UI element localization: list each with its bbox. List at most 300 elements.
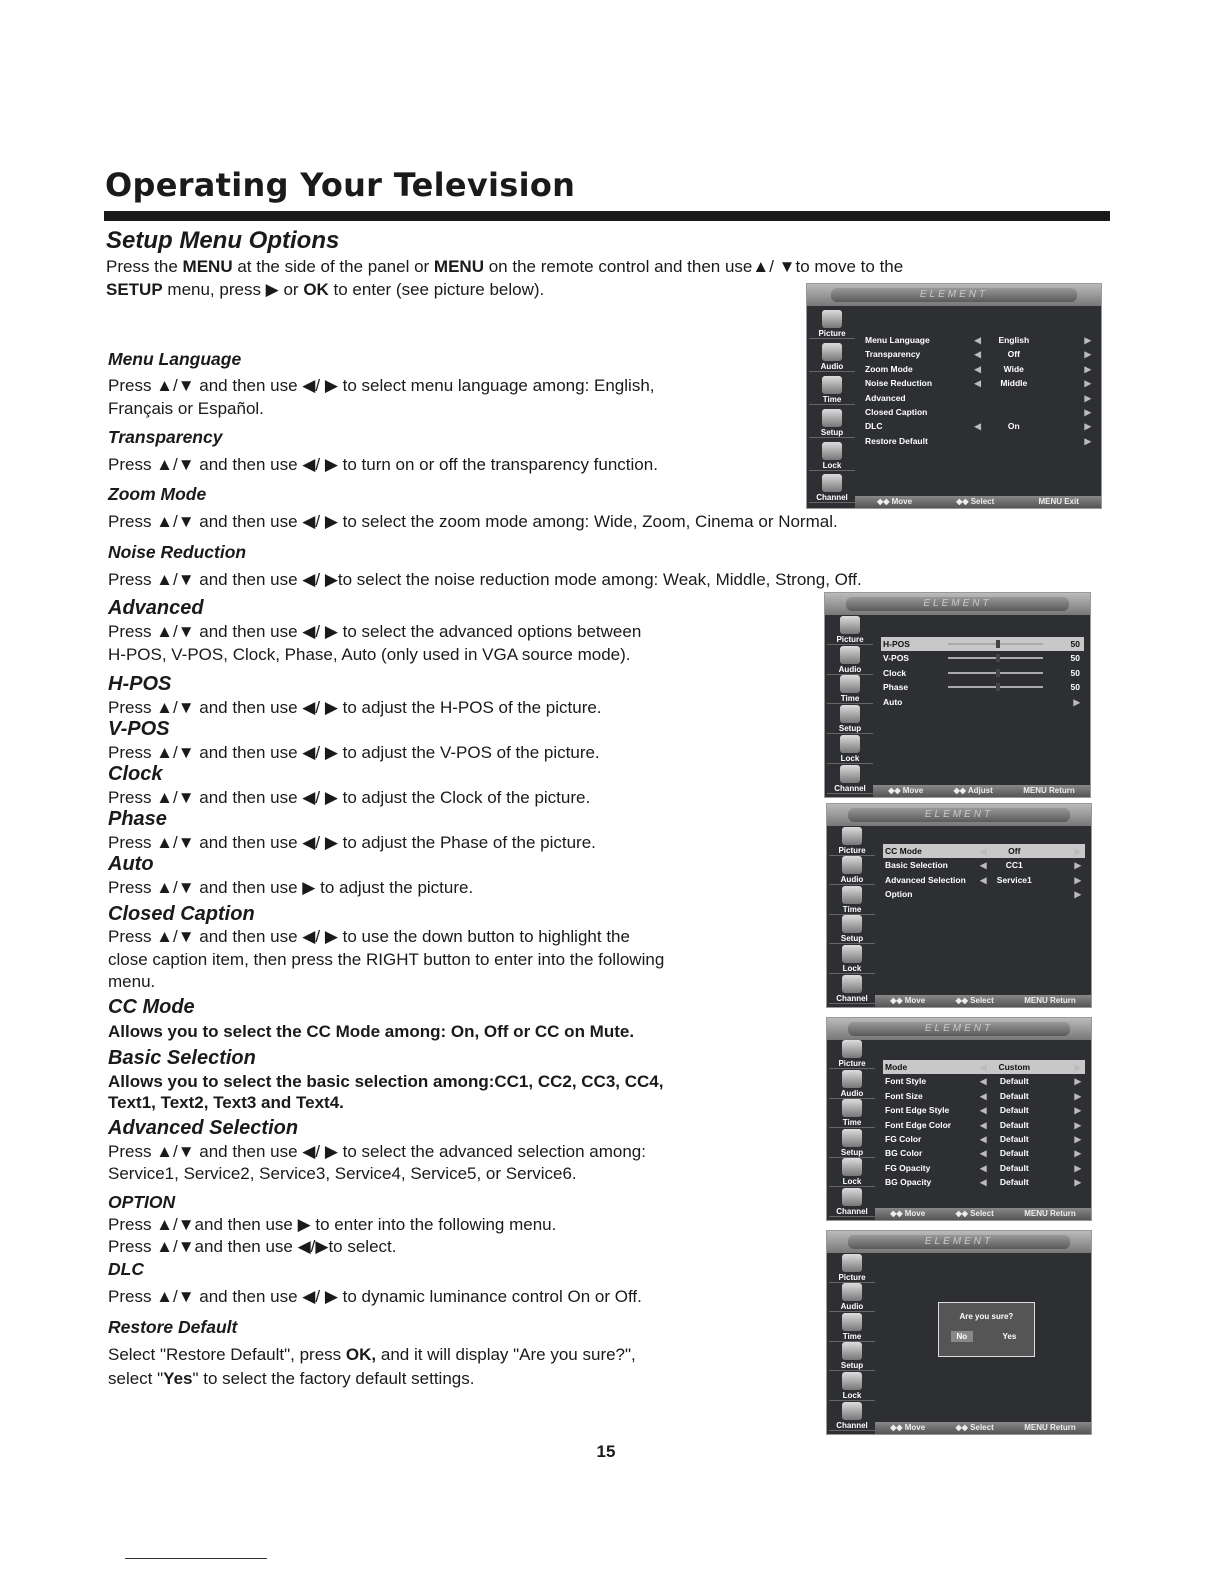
picture-icon [842, 1254, 862, 1272]
sidebar-label: Lock [842, 1177, 862, 1187]
text-segment: on the remote control and then use▲/ ▼to move to the [483, 256, 904, 276]
sidebar-item-channel[interactable] [829, 974, 875, 1004]
element-logo: ELEMENT [848, 1235, 1070, 1249]
text-segment: Phase [108, 808, 167, 830]
paragraph-line [108, 1072, 663, 1092]
slider-knob[interactable] [996, 683, 1000, 691]
sidebar-item-time[interactable] [827, 675, 873, 705]
text-segment: Allows you to select the CC Mode among: On, Off or CC on Mute. [108, 1021, 635, 1041]
sidebar-label: Audio [840, 875, 864, 885]
text-segment: Press ▲/▼ and then use ◀/ ▶ to dynamic luminance control On or Off. [108, 1286, 642, 1306]
menu-rows [863, 333, 1095, 448]
text-segment: Advanced Selection [108, 1117, 299, 1139]
right-arrow-icon: ▶ [1074, 1076, 1081, 1087]
text-segment: Yes [163, 1368, 193, 1388]
audio-icon [840, 646, 860, 664]
menu-row-label: Zoom Mode [865, 363, 913, 374]
menu-row-value: Default [999, 1105, 1029, 1116]
paragraph-line [108, 1287, 642, 1307]
text-segment: Service1, Service2, Service3, Service4, Service5, or Service6. [108, 1163, 577, 1183]
sidebar-label: Picture [818, 328, 846, 338]
menu-row-value: Wide [1003, 363, 1024, 374]
right-arrow-icon: ▶ [1074, 889, 1081, 900]
text-segment: Press ▲/▼ and then use ▶ to adjust the picture. [108, 877, 474, 897]
channel-icon [842, 975, 862, 993]
menu-row-label: BG Opacity [885, 1177, 932, 1188]
sidebar-label: Channel [836, 1206, 868, 1216]
footer-hint: ◆◆ Select [955, 1423, 994, 1432]
menu-row-label: Advanced [865, 392, 906, 403]
menu-row-value: Default [999, 1162, 1029, 1173]
left-arrow-icon: ◀ [979, 874, 987, 885]
text-segment: V-POS [108, 718, 170, 740]
sidebar-item-channel[interactable] [829, 1187, 875, 1216]
slider-track[interactable] [948, 643, 1043, 645]
menu-row[interactable] [883, 1132, 1085, 1146]
menu-row-value: Default [999, 1076, 1029, 1087]
text-segment: Restore Default [108, 1316, 238, 1337]
menu-rows [883, 1060, 1085, 1190]
slider-value: 50 [1070, 682, 1080, 693]
paragraph-line [108, 833, 596, 853]
element-logo: ELEMENT [848, 1022, 1070, 1036]
text-segment: Press ▲/▼and then use ◀/▶to select. [108, 1236, 397, 1256]
element-logo: ELEMENT [848, 808, 1070, 822]
sidebar-item-setup[interactable] [809, 405, 855, 438]
menu-row[interactable] [881, 666, 1084, 680]
tv-osd-menu [806, 283, 1102, 509]
sidebar-label: Audio [838, 664, 862, 674]
text-segment: Noise Reduction [108, 541, 247, 562]
text-segment: OK [303, 279, 329, 299]
sidebar-label: Picture [838, 1059, 866, 1069]
paragraph-line [106, 257, 903, 277]
menu-row[interactable] [883, 887, 1085, 901]
menu-row-label: Basic Selection [885, 860, 948, 871]
setup-icon [822, 409, 842, 427]
right-arrow-icon: ▶ [1084, 363, 1091, 374]
picture-icon [822, 310, 842, 328]
right-arrow-icon: ▶ [1074, 1119, 1081, 1130]
text-segment: Setup Menu Options [106, 227, 340, 255]
no-button[interactable]: No [951, 1331, 974, 1342]
menu-rows [883, 844, 1085, 902]
text-segment: Press ▲/▼ and then use ◀/ ▶ to select the advanced selection among: [108, 1141, 646, 1161]
paragraph-line [108, 645, 631, 665]
sidebar-item-lock[interactable] [829, 1371, 875, 1401]
element-logo: ELEMENT [831, 288, 1078, 302]
left-arrow-icon: ◀ [979, 1148, 987, 1159]
footer-hint: ◆◆ Select [955, 1209, 994, 1218]
text-segment: menu. [108, 971, 156, 991]
right-arrow-icon: ▶ [1074, 846, 1081, 856]
sidebar-label: Audio [840, 1302, 864, 1312]
slider-track[interactable] [948, 686, 1043, 688]
menu-row-label: Transparency [865, 349, 921, 360]
paragraph-line [108, 399, 264, 419]
text-segment: at the side of the panel or [232, 256, 434, 276]
lock-icon [842, 1158, 862, 1176]
right-arrow-icon: ▶ [1084, 435, 1091, 446]
section-heading [108, 1317, 237, 1338]
text-segment: " to select the factory default settings. [192, 1368, 475, 1388]
sidebar-label: Setup [840, 934, 864, 944]
menu-row-value: Default [999, 1090, 1029, 1101]
paragraph-line [108, 788, 590, 808]
menu-row[interactable] [863, 405, 1095, 419]
paragraph-line [108, 1369, 474, 1389]
sidebar-item-lock[interactable] [827, 734, 873, 764]
sidebar-item-time[interactable] [829, 885, 875, 915]
menu-row-value: Service1 [996, 874, 1032, 885]
menu-row-label: FG Color [885, 1133, 922, 1144]
menu-row[interactable] [881, 651, 1084, 665]
footer-hint: ◆◆ Adjust [953, 786, 993, 795]
confirm-dialog [938, 1302, 1035, 1357]
section-heading [108, 763, 162, 786]
lock-icon [822, 442, 842, 460]
sidebar-item-time[interactable] [829, 1312, 875, 1342]
lock-icon [842, 1372, 862, 1390]
element-logo: ELEMENT [846, 597, 1069, 611]
time-icon [842, 886, 862, 904]
paragraph-line [108, 698, 602, 718]
text-segment: Press the [106, 256, 183, 276]
menu-row[interactable] [863, 434, 1095, 448]
menu-footer [875, 995, 1091, 1007]
paragraph-line [108, 1215, 556, 1235]
menu-header [827, 1018, 1091, 1040]
section-heading [108, 673, 171, 696]
text-segment: Press ▲/▼ and then use ◀/ ▶ to use the down button to highlight the [108, 926, 630, 946]
right-arrow-icon: ▶ [1074, 860, 1081, 871]
left-arrow-icon: ◀ [974, 363, 981, 374]
text-segment: Press ▲/▼ and then use ◀/ ▶ to turn on or off the transparency function. [108, 454, 658, 474]
menu-row[interactable] [883, 1074, 1085, 1088]
slider-value: 50 [1070, 667, 1080, 678]
menu-row-label: CC Mode [885, 846, 922, 856]
picture-icon [842, 1040, 862, 1058]
sidebar-label: Time [822, 394, 842, 404]
menu-row-label: Font Size [885, 1090, 923, 1101]
footer-hint: MENU Return [1024, 1209, 1076, 1218]
text-segment: OPTION [108, 1191, 176, 1212]
text-segment: Clock [108, 763, 163, 785]
sidebar-item-lock[interactable] [829, 944, 875, 974]
picture-icon [842, 827, 862, 845]
sidebar-label: Setup [838, 724, 862, 733]
text-segment: Press ▲/▼ and then use ◀/ ▶ to select the advanced options between [108, 621, 642, 641]
menu-header [807, 284, 1101, 306]
text-segment: DLC [108, 1258, 144, 1279]
channel-icon [840, 765, 860, 783]
left-arrow-icon: ◀ [979, 846, 987, 856]
footer-hint: ◆◆ Move [877, 497, 913, 506]
menu-row-value: Default [999, 1133, 1029, 1144]
menu-row[interactable] [883, 1089, 1085, 1103]
menu-row[interactable] [863, 391, 1095, 405]
paragraph-line [108, 622, 641, 642]
sidebar-item-audio[interactable] [827, 645, 873, 675]
menu-row[interactable] [883, 1118, 1085, 1132]
paragraph-line [108, 1022, 634, 1042]
sidebar-item-time[interactable] [809, 372, 855, 405]
menu-row[interactable] [863, 419, 1095, 433]
menu-row-value: Middle [1000, 378, 1028, 389]
text-segment: Press ▲/▼and then use ▶ to enter into the following menu. [108, 1214, 557, 1234]
setup-icon [842, 1342, 862, 1360]
slider-track[interactable] [948, 657, 1043, 659]
menu-row-label: Option [885, 889, 913, 900]
menu-row[interactable] [863, 376, 1095, 390]
text-segment: Select "Restore Default", press [108, 1344, 346, 1364]
right-arrow-icon: ▶ [1084, 406, 1091, 417]
sidebar-item-time[interactable] [829, 1099, 875, 1128]
sidebar-label: Picture [836, 634, 864, 644]
menu-row[interactable] [883, 1103, 1085, 1117]
sidebar-label: Lock [840, 753, 860, 763]
text-segment: Auto [108, 853, 154, 875]
paragraph-line [108, 1093, 344, 1113]
menu-row-label: Font Edge Color [885, 1119, 952, 1130]
text-segment: select " [108, 1368, 164, 1388]
text-segment: Press ▲/▼ and then use ◀/ ▶ to adjust the Clock of the picture. [108, 787, 591, 807]
menu-row-label: Phase [883, 682, 909, 693]
yes-button[interactable]: Yes [1002, 1332, 1017, 1342]
time-icon [842, 1313, 862, 1331]
menu-footer [875, 1422, 1091, 1434]
text-segment: Press ▲/▼ and then use ◀/ ▶ to adjust the H-POS of the picture. [108, 697, 602, 717]
text-segment: MENU [433, 256, 484, 276]
slider-knob[interactable] [996, 640, 1000, 648]
channel-icon [842, 1402, 862, 1420]
paragraph-line [108, 376, 655, 396]
text-segment: Menu Language [108, 348, 242, 369]
tv-osd-menu [826, 803, 1092, 1008]
text-segment: CC Mode [108, 996, 195, 1018]
text-segment: OK, [345, 1344, 377, 1364]
section-heading [108, 484, 206, 505]
menu-row-value: English [998, 335, 1030, 345]
sidebar-item-lock[interactable] [809, 438, 855, 471]
sidebar-item-audio[interactable] [829, 1069, 875, 1098]
sidebar-item-channel[interactable] [827, 764, 873, 794]
paragraph-line [108, 878, 473, 898]
menu-row-value: Off [1007, 349, 1020, 360]
right-arrow-icon: ▶ [1073, 696, 1080, 707]
sidebar-item-audio[interactable] [829, 856, 875, 886]
menu-row[interactable] [863, 347, 1095, 361]
menu-sidebar [809, 306, 855, 508]
menu-row[interactable] [883, 858, 1085, 872]
sidebar-label: Time [842, 1118, 862, 1128]
sidebar-item-picture[interactable] [809, 306, 855, 339]
section-heading [108, 349, 241, 370]
sidebar-label: Audio [840, 1088, 864, 1098]
sidebar-item-setup[interactable] [827, 704, 873, 734]
slider-track[interactable] [948, 672, 1043, 674]
page-title: Operating Your Television [105, 166, 576, 204]
text-segment: MENU [182, 256, 233, 276]
paragraph-line [108, 1237, 397, 1257]
right-arrow-icon: ▶ [1084, 335, 1091, 345]
time-icon [840, 675, 860, 693]
sidebar-label: Audio [820, 361, 844, 371]
footer-hint: MENU Return [1024, 1423, 1076, 1432]
slider-knob[interactable] [996, 669, 1000, 677]
sidebar-item-audio[interactable] [809, 339, 855, 372]
menu-row-label: Menu Language [865, 335, 930, 345]
left-arrow-icon: ◀ [979, 1162, 987, 1173]
sidebar-label: Lock [822, 460, 842, 470]
menu-row[interactable] [863, 333, 1095, 347]
section-heading [108, 1117, 298, 1140]
menu-row[interactable] [881, 695, 1084, 709]
section-heading [108, 597, 204, 620]
audio-icon [842, 1070, 862, 1088]
left-arrow-icon: ◀ [979, 1177, 987, 1188]
menu-row-value: CC1 [1005, 860, 1023, 871]
text-segment: and it will display "Are you sure?", [376, 1344, 636, 1364]
right-arrow-icon: ▶ [1074, 1133, 1081, 1144]
menu-header [827, 804, 1091, 826]
section-heading [108, 542, 246, 563]
tv-osd-menu [826, 1230, 1092, 1435]
menu-header [825, 593, 1090, 615]
text-segment: Basic Selection [108, 1047, 256, 1069]
text-segment: close caption item, then press the RIGHT button to enter into the following [108, 949, 665, 969]
sidebar-item-setup[interactable] [829, 1342, 875, 1372]
setup-icon [842, 915, 862, 933]
sidebar-item-channel[interactable] [829, 1401, 875, 1431]
channel-icon [842, 1188, 862, 1206]
paragraph-line [108, 743, 600, 763]
audio-icon [822, 343, 842, 361]
left-arrow-icon: ◀ [974, 335, 981, 345]
menu-footer [873, 785, 1090, 797]
menu-footer [855, 496, 1101, 508]
text-segment: Closed Caption [108, 903, 255, 925]
sidebar-item-picture[interactable] [827, 615, 873, 645]
sidebar-label: Channel [836, 1420, 868, 1430]
sidebar-label: Time [840, 694, 860, 704]
section-heading [108, 1047, 256, 1070]
slider-knob[interactable] [996, 654, 1000, 662]
tv-osd-menu [824, 592, 1091, 798]
menu-row[interactable] [883, 1161, 1085, 1175]
text-segment: Text1, Text2, Text3 and Text4. [108, 1092, 344, 1112]
menu-row-value: Custom [998, 1062, 1031, 1072]
menu-row-value: Default [999, 1148, 1029, 1159]
menu-row-value: Default [999, 1177, 1029, 1188]
sidebar-label: Lock [842, 963, 862, 973]
sidebar-item-channel[interactable] [809, 471, 855, 504]
footer-hint: ◆◆ Move [890, 1423, 926, 1432]
menu-row[interactable] [881, 680, 1084, 694]
sidebar-label: Setup [840, 1361, 864, 1371]
menu-header [827, 1231, 1091, 1253]
menu-sidebar [829, 826, 875, 1007]
sidebar-label: Setup [820, 427, 844, 437]
menu-row-label: Font Style [885, 1076, 927, 1087]
sidebar-item-lock[interactable] [829, 1158, 875, 1187]
sidebar-label: Lock [842, 1390, 862, 1400]
section-heading [108, 996, 195, 1019]
left-arrow-icon: ◀ [979, 860, 987, 871]
text-segment: Press ▲/▼ and then use ◀/ ▶ to adjust the V-POS of the picture. [108, 742, 600, 762]
lock-icon [840, 735, 860, 753]
menu-row-value: Off [1008, 846, 1021, 856]
menu-row[interactable] [883, 1146, 1085, 1160]
menu-rows [881, 637, 1084, 709]
menu-row[interactable] [883, 1175, 1085, 1189]
text-segment: Press ▲/▼ and then use ◀/ ▶ to adjust the Phase of the picture. [108, 832, 596, 852]
paragraph-line [108, 570, 862, 590]
time-icon [822, 376, 842, 394]
title-divider [104, 211, 1110, 221]
text-segment: SETUP [106, 279, 163, 299]
text-segment: Press ▲/▼ and then use ◀/ ▶ to select menu language among: English, [108, 375, 655, 395]
menu-row[interactable] [863, 362, 1095, 376]
menu-row-label: Noise Reduction [865, 378, 933, 389]
paragraph-line [108, 950, 664, 970]
sidebar-item-setup[interactable] [829, 915, 875, 945]
right-arrow-icon: ▶ [1084, 392, 1091, 403]
menu-footer [875, 1208, 1091, 1220]
menu-row[interactable] [883, 1060, 1085, 1074]
section-heading [108, 718, 170, 741]
sidebar-label: Time [842, 904, 862, 914]
menu-row-label: Auto [883, 696, 903, 707]
paragraph-line [108, 927, 630, 947]
menu-row[interactable] [883, 873, 1085, 887]
section-heading [106, 227, 339, 255]
menu-sidebar [829, 1253, 875, 1434]
lock-icon [842, 945, 862, 963]
sidebar-item-picture[interactable] [829, 1253, 875, 1283]
right-arrow-icon: ▶ [1074, 1105, 1081, 1116]
right-arrow-icon: ▶ [1084, 349, 1091, 360]
sidebar-item-audio[interactable] [829, 1283, 875, 1313]
right-arrow-icon: ▶ [1074, 1148, 1081, 1159]
sidebar-item-picture[interactable] [829, 1040, 875, 1069]
text-segment: Allows you to select the basic selection among:CC1, CC2, CC3, CC4, [108, 1071, 664, 1091]
left-arrow-icon: ◀ [979, 1062, 987, 1072]
footer-hint: ◆◆ Select [955, 996, 994, 1005]
sidebar-item-picture[interactable] [829, 826, 875, 856]
sidebar-item-setup[interactable] [829, 1128, 875, 1157]
channel-icon [822, 474, 842, 492]
menu-row-label: V-POS [883, 653, 909, 664]
section-heading [108, 808, 167, 831]
sidebar-label: Picture [838, 1272, 866, 1282]
paragraph-line [108, 1164, 577, 1184]
setup-icon [840, 705, 860, 723]
menu-row[interactable] [883, 844, 1085, 858]
slider-value: 50 [1070, 653, 1080, 664]
text-segment: menu, press ▶ or [162, 279, 304, 299]
time-icon [842, 1099, 862, 1117]
paragraph-line [108, 455, 658, 475]
paragraph-line [108, 1345, 636, 1365]
dialog-question: Are you sure? [959, 1312, 1014, 1322]
menu-row-label: Closed Caption [865, 406, 928, 417]
sidebar-label: Channel [836, 993, 868, 1003]
menu-row[interactable] [881, 637, 1084, 651]
text-segment: Press ▲/▼ and then use ◀/ ▶ to select the zoom mode among: Wide, Zoom, Cinema or Normal. [108, 511, 838, 531]
dialog-buttons [939, 1331, 1034, 1342]
audio-icon [842, 856, 862, 874]
